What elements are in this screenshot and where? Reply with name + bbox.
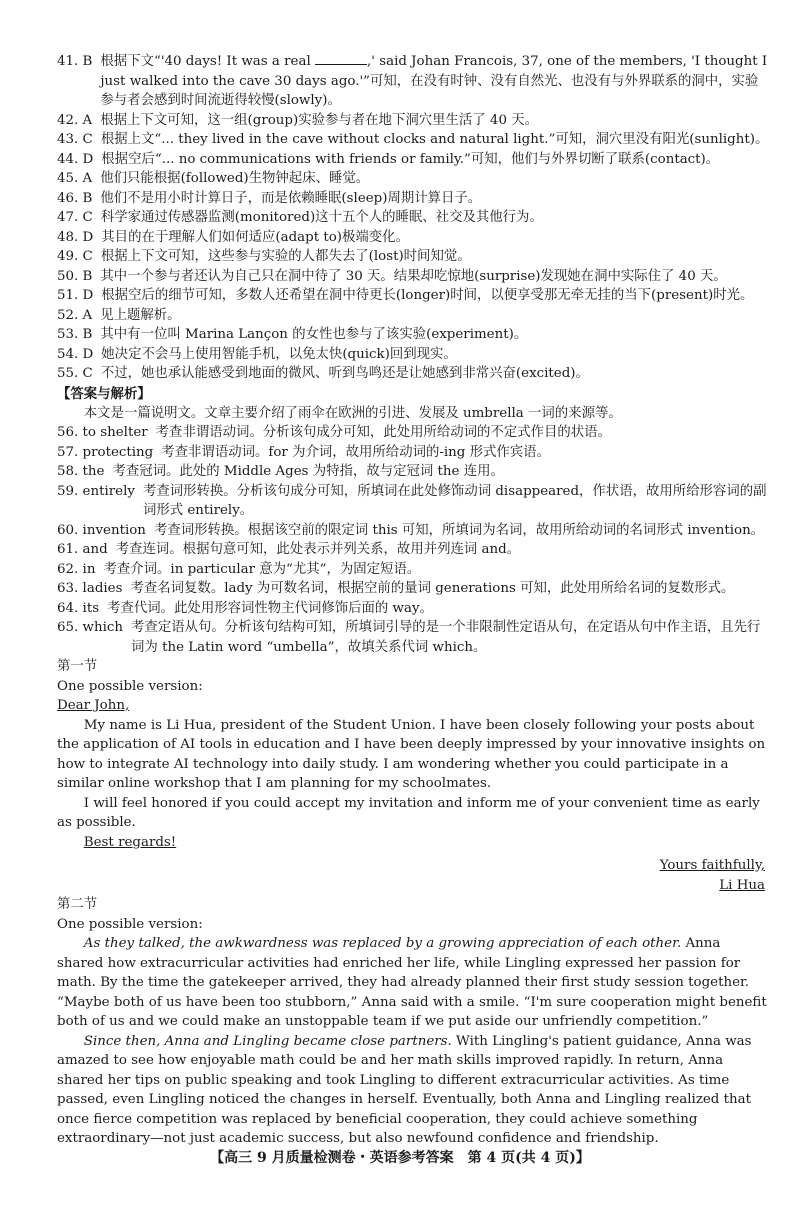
- item-number: 52. A: [57, 307, 93, 323]
- item-number: 48. D: [57, 229, 94, 245]
- item-text: 考查冠词。此处的 Middle Ages 为特指，故与定冠词 the 连用。: [112, 464, 504, 479]
- section1-title: 第一节: [57, 659, 98, 674]
- answer-item-62: [57, 560, 769, 580]
- section2-title: 第二节: [57, 897, 98, 912]
- item-number: 46. B: [57, 190, 93, 206]
- item-text-cont: ,' said Johan Francois, 37, one of the members, 'I thought I just walked into the cave 30 days ago.'”可知，在没有时钟、没有自然光、也没有与外界联系的洞中，实验参与者会感到时间流逝得较慢(slowly)。: [100, 54, 768, 108]
- answer-item-52: [57, 306, 769, 326]
- item-number: 45. A: [57, 171, 93, 186]
- item-text: 她决定不会马上使用智能手机，以免太快(quick)回到现实。: [101, 346, 457, 362]
- answer-item-65: [57, 618, 769, 657]
- letter-paragraph-2: I will feel honored if you could accept my invitation and inform me of your convenient time as early as possible.: [57, 795, 760, 830]
- item-text: 其中一个参与者还认为自己只在洞中待了 30 天。结果却吃惊地(surprise)发现她在洞中实际住了 40 天。: [100, 268, 727, 284]
- story-paragraph-1-lead: As they talked, the awkwardness was replaced by a growing appreciation of each other.: [83, 936, 682, 951]
- answer-item-49: [57, 247, 769, 267]
- item-number: 47. C: [57, 210, 93, 225]
- letter-signoff: Yours faithfully,: [659, 858, 765, 873]
- answer-item-42: [57, 111, 769, 131]
- item-text: 根据上文“... they lived in the cave without clocks and natural light.”可知，洞穴里没有阳光(sunlight)。: [100, 132, 769, 147]
- item-number: 41. B: [57, 54, 93, 69]
- item-number: 44. D: [57, 151, 94, 167]
- item-text: 考查连词。根据句意可知，此处表示并列关系，故用并列连词 and。: [115, 542, 521, 557]
- item-text: 他们不是用小时计算日子，而是依赖睡眠(sleep)周期计算日子。: [100, 190, 482, 206]
- letter-signature: Li Hua: [719, 877, 765, 893]
- item-number: 64. its: [57, 600, 100, 616]
- item-number: 59. entirely: [57, 483, 135, 499]
- answer-item-59: [57, 482, 769, 521]
- answer-item-55: [57, 364, 769, 384]
- item-text: 根据空后的细节可知，多数人还希望在洞中待更长(longer)时间，以便享受那无牵无挂的当下(present)时光。: [101, 288, 754, 303]
- answer-item-50: [57, 267, 769, 287]
- item-number: 50. B: [57, 268, 93, 284]
- item-number: 63. ladies: [57, 581, 123, 596]
- answer-item-45: [57, 169, 769, 189]
- story-paragraph-2-lead: Since then, Anna and Lingling became close partners.: [83, 1033, 452, 1049]
- item-text: 考查介词。in particular 意为“尤其”，为固定短语。: [103, 561, 421, 577]
- story-paragraph-1-body: Anna shared how extracurricular activities had enriched her life, while Lingling expressed her passion for math. By the time the gatekeeper arrived, they had already planned their first study session together. “Maybe both of us have been too stubborn,” Anna said with a smile. “I'm sure cooperation might benefit both of us and we could make an unstoppable team if we put aside our unfriendly competition.”: [57, 936, 767, 1029]
- item-number: 49. C: [57, 249, 93, 264]
- answer-item-54: [57, 345, 769, 365]
- story-paragraph-2: [57, 1032, 769, 1149]
- item-text: 考查非谓语动词。分析该句成分可知，此处用所给动词的不定式作目的状语。: [155, 425, 611, 440]
- item-text: 考查定语从句。分析该句结构可知，所填词引导的是一个非限制性定语从句，在定语从句中作主语，且先行词为 the Latin word “umbella”，故填关系代词 which。: [131, 620, 761, 655]
- answer-item-56: [57, 423, 769, 443]
- answer-item-47: [57, 208, 769, 228]
- item-text: 他们只能根据(followed)生物钟起床、睡觉。: [100, 171, 370, 186]
- item-number: 42. A: [57, 112, 93, 128]
- page-footer: 【高三 9 月质量检测卷・英语参考答案 第 4 页(共 4 页)】: [210, 1150, 590, 1166]
- item-text: 根据上下文可知，这些参与实验的人都失去了(lost)时间知觉。: [100, 249, 471, 264]
- answer-item-58: [57, 462, 769, 482]
- section2-version-label: One possible version:: [57, 916, 203, 932]
- item-text: 根据上下文可知，这一组(group)实验参与者在地下洞穴里生活了 40 天。: [100, 112, 539, 128]
- item-text: 不过，她也承认能感受到地面的微风、听到鸟鸣还是让她感到非常兴奋(excited)。: [100, 366, 589, 381]
- answer-item-64: [57, 599, 769, 619]
- item-number: 55. C: [57, 366, 93, 381]
- item-text: 根据下文“'40 days! It was a real: [100, 54, 316, 69]
- letter-paragraph-1: My name is Li Hua, president of the Student Union. I have been closely following your posts about the application of AI tools in education and I have been deeply impressed by your innovative insights on how to integrate AI technology into daily study. I am wondering whether you could participate in a similar online workshop that I am planning for my schoolmates.: [57, 717, 766, 791]
- item-number: 58. the: [57, 464, 105, 479]
- item-number: 43. C: [57, 132, 93, 147]
- answer-item-53: [57, 325, 769, 345]
- section1-version-label: One possible version:: [57, 678, 203, 694]
- item-text: 见上题解析。: [100, 307, 181, 323]
- item-text: 考查名词复数。lady 为可数名词，根据空前的量词 generations 可知，此处用所给名词的复数形式。: [130, 581, 735, 596]
- item-text: 考查代词。此处用形容词性物主代词修饰后面的 way。: [107, 600, 433, 616]
- page-content: [57, 52, 769, 1149]
- blank-line: [315, 52, 367, 65]
- section-heading-answers: 【答案与解析】: [57, 385, 151, 402]
- answer-item-43: [57, 130, 769, 150]
- item-number: 61. and: [57, 542, 108, 557]
- item-text: 根据空后“... no communications with friends or family.”可知，他们与外界切断了联系(contact)。: [101, 151, 720, 167]
- story-paragraph-1: [57, 934, 769, 1032]
- item-number: 60. invention: [57, 522, 146, 538]
- answer-item-41: [57, 52, 769, 111]
- item-number: 54. D: [57, 346, 94, 362]
- answer-item-60: [57, 521, 769, 541]
- item-text: 其目的在于理解人们如何适应(adapt to)极端变化。: [101, 229, 409, 245]
- answer-item-51: [57, 286, 769, 306]
- item-text: 考查非谓语动词。for 为介词，故用所给动词的-ing 形式作宾语。: [161, 444, 550, 460]
- letter-greeting: Dear John,: [57, 698, 130, 713]
- item-text: 科学家通过传感器监测(monitored)这十五个人的睡眠、社交及其他行为。: [100, 210, 543, 225]
- item-number: 62. in: [57, 561, 96, 577]
- item-number: 53. B: [57, 327, 93, 342]
- item-text: 其中有一位叫 Marina Lançon 的女性也参与了该实验(experiment)。: [100, 327, 528, 342]
- item-number: 51. D: [57, 288, 94, 303]
- answer-item-63: [57, 579, 769, 599]
- item-number: 57. protecting: [57, 444, 154, 460]
- answer-item-61: [57, 540, 769, 560]
- item-text: 考查词形转换。分析该句成分可知，所填词在此处修饰动词 disappeared，作状语，故用所给形容词的副词形式 entirely。: [142, 483, 767, 518]
- answer-item-44: [57, 150, 769, 170]
- letter-closing: Best regards!: [83, 834, 177, 850]
- story-paragraph-2-body: With Lingling's patient guidance, Anna was amazed to see how enjoyable math could be and her math skills improved rapidly. In return, Anna shared her tips on public speaking and took Lingling to different extracurricular activities. As time passed, even Lingling noticed the changes in herself. Eventually, both Anna and Lingling realized that once fierce competition was replaced by beneficial cooperation, they could achieve something extraordinary—not just academic success, but also newfound confidence and friendship.: [57, 1033, 752, 1146]
- answer-item-57: [57, 443, 769, 463]
- item-text: 考查词形转换。根据该空前的限定词 this 可知，所填词为名词，故用所给动词的名词形式 invention。: [153, 522, 765, 538]
- answer-item-48: [57, 228, 769, 248]
- item-number: 56. to shelter: [57, 425, 148, 440]
- answer-item-46: [57, 189, 769, 209]
- passage-intro: 本文是一篇说明文。文章主要介绍了雨伞在欧洲的引进、发展及 umbrella 一词的来源等。: [83, 405, 622, 421]
- item-number: 65. which: [57, 620, 124, 635]
